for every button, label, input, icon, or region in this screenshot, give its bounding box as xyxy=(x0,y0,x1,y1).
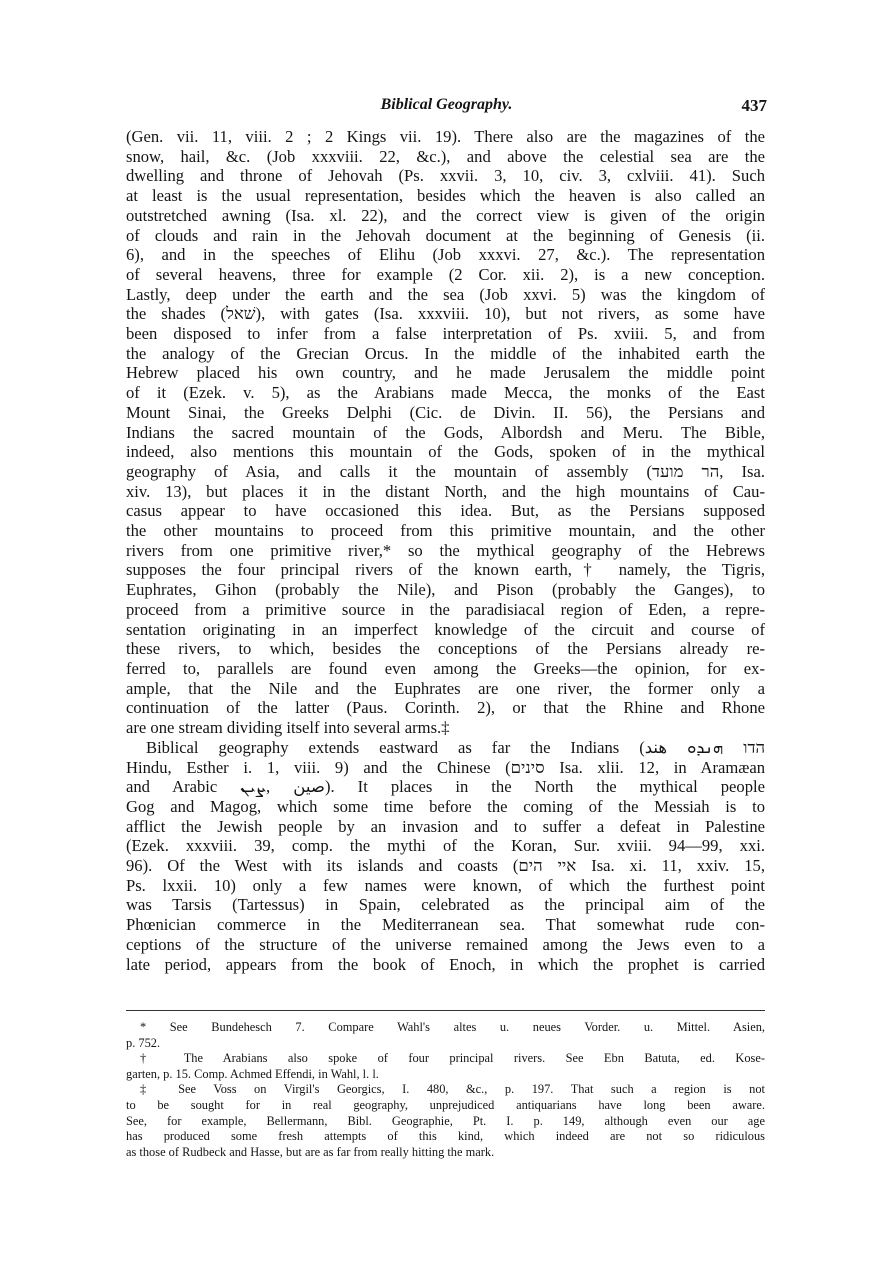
text-line: Hindu, Esther i. 1, viii. 9) and the Chinese (סינים Isa. xlii. 12, in Aramæan xyxy=(126,757,765,777)
footnotes xyxy=(126,1020,765,1160)
text-line: these rivers, to which, besides the conceptions of the Persians already re- xyxy=(126,639,765,659)
text-line: sentation originating in an imperfect knowledge of the circuit and course of xyxy=(126,619,765,639)
footnote-1 xyxy=(126,1020,765,1051)
footnote-line: has produced some fresh attempts of this kind, which indeed are not so ridiculous xyxy=(126,1129,765,1144)
footnote-line: as those of Rudbeck and Hasse, but are as far from really hitting the mark. xyxy=(126,1144,495,1159)
text-line: outstretched awning (Isa. xl. 22), and the correct view is given of the origin xyxy=(126,205,765,225)
text-line: of clouds and rain in the Jehovah document at the beginning of Genesis (ii. xyxy=(126,225,765,245)
text-line: (Ezek. xxxviii. 39, comp. the mythi of the Koran, Sur. xviii. 94—99, xxi. xyxy=(126,836,765,856)
text-line: afflict the Jewish people by an invasion and to suffer a defeat in Palestine xyxy=(126,816,765,836)
running-title: Biblical Geography. xyxy=(380,96,513,113)
footnote-2 xyxy=(126,1051,765,1082)
text-line: continuation of the latter (Paus. Corinth. 2), or that the Rhine and Rhone xyxy=(126,698,765,718)
text-line: snow, hail, &c. (Job xxxviii. 22, &c.), and above the celestial sea are the xyxy=(126,146,765,166)
text-line: at least is the usual representation, besides which the heaven is also called an xyxy=(126,186,765,206)
text-line: was Tarsis (Tartessus) in Spain, celebrated as the principal aim of the xyxy=(126,895,765,915)
text-line: the shades (שׁאל), with gates (Isa. xxxviii. 10), but not rivers, as some have xyxy=(126,304,765,324)
footnote-line: p. 752. xyxy=(126,1035,161,1050)
footnote-3 xyxy=(126,1082,765,1160)
text-line: dwelling and throne of Jehovah (Ps. xxvii. 3, 10, civ. 3, cxlviii. 41). Such xyxy=(126,166,765,186)
footnote-line: * See Bundehesch 7. Compare Wahl's altes u. neues Vorder. u. Mittel. Asien, xyxy=(140,1020,765,1034)
text-line: and Arabic صين ,ܨܝܢ). It places in the North the mythical people xyxy=(126,777,765,797)
footnote-line: garten, p. 15. Comp. Achmed Effendi, in Wahl, l. l. xyxy=(126,1066,379,1081)
text-line: are one stream dividing itself into several arms.‡ xyxy=(126,718,450,738)
text-line: 96). Of the West with its islands and coasts (איי הים Isa. xi. 11, xxiv. 15, xyxy=(126,856,765,876)
text-line: 6), and in the speeches of Elihu (Job xxxvi. 27, &c.). The representation xyxy=(126,245,765,265)
text-line: Ps. lxxii. 10) only a few names were known, of which the furthest point xyxy=(126,875,765,895)
text-line: Mount Sinai, the Greeks Delphi (Cic. de Divin. II. 56), the Persians and xyxy=(126,402,765,422)
text-line: xiv. 13), but places it in the distant North, and the high mountains of Cau- xyxy=(126,481,765,501)
text-line: geography of Asia, and calls it the mountain of assembly (הר מועד, Isa. xyxy=(126,461,765,481)
page-number: 437 xyxy=(741,96,767,115)
text-line: ferred to, parallels are found even among the Greeks—the opinion, for ex- xyxy=(126,658,765,678)
text-line: of several heavens, three for example (2 Cor. xii. 2), is a new conception. xyxy=(126,264,765,284)
text-line: Lastly, deep under the earth and the sea (Job xxvi. 5) was the kingdom of xyxy=(126,284,765,304)
footnote-line: to be sought for in real geography, unprejudiced antiquarians have long been aware. xyxy=(126,1097,765,1112)
paragraph-1 xyxy=(126,127,765,738)
text-line: of it (Ezek. v. 5), as the Arabians made Mecca, the monks of the East xyxy=(126,383,765,403)
footnote-line: † The Arabians also spoke of four principal rivers. See Ebn Batuta, ed. Kose- xyxy=(140,1051,765,1066)
text-line: Hebrew placed his own country, and he made Jerusalem the middle point xyxy=(126,363,765,383)
paragraph-2 xyxy=(126,738,765,974)
text-line: the analogy of the Grecian Orcus. In the middle of the inhabited earth the xyxy=(126,343,765,363)
text-line: Euphrates, Gihon (probably the Nile), and Pison (probably the Ganges), to xyxy=(126,580,765,600)
body-text xyxy=(126,127,765,974)
text-line: casus appear to have occasioned this idea. But, as the Persians supposed xyxy=(126,501,765,521)
text-line: ceptions of the structure of the universe remained among the Jews even to a xyxy=(126,934,765,954)
text-line: Indians the sacred mountain of the Gods, Albordsh and Meru. The Bible, xyxy=(126,422,765,442)
text-line: Phœnician commerce in the Mediterranean sea. That somewhat rude con- xyxy=(126,915,765,935)
text-line: the other mountains to proceed from this primitive mountain, and the other xyxy=(126,521,765,541)
text-line: ample, that the Nile and the Euphrates are one river, the former only a xyxy=(126,678,765,698)
footnote-line: ‡ See Voss on Virgil's Georgics, I. 480, &c., p. 197. That such a region is not xyxy=(140,1082,765,1097)
text-line: Gog and Magog, which some time before the coming of the Messiah is to xyxy=(126,796,765,816)
footnote-divider xyxy=(126,1010,765,1011)
text-line: (Gen. vii. 11, viii. 2 ; 2 Kings vii. 19). There also are the magazines of the xyxy=(126,127,765,146)
text-line: late period, appears from the book of Enoch, in which the prophet is carried xyxy=(126,954,765,974)
text-line: Biblical geography extends eastward as far the Indians (הדו ܗܢܕܘ هند xyxy=(146,737,765,757)
text-line: rivers from one primitive river,* so the mythical geography of the Hebrews xyxy=(126,540,765,560)
text-line: proceed from a primitive source in the paradisiacal region of Eden, a repre- xyxy=(126,599,765,619)
text-line: been disposed to infer from a false interpretation of Ps. xviii. 5, and from xyxy=(126,324,765,344)
text-line: supposes the four principal rivers of the known earth,† namely, the Tigris, xyxy=(126,560,765,580)
footnote-line: See, for example, Bellermann, Bibl. Geographie, Pt. I. p. 149, although even our age xyxy=(126,1113,765,1128)
text-line: indeed, also mentions this mountain of the Gods, spoken of in the mythical xyxy=(126,442,765,462)
running-head xyxy=(126,96,767,118)
